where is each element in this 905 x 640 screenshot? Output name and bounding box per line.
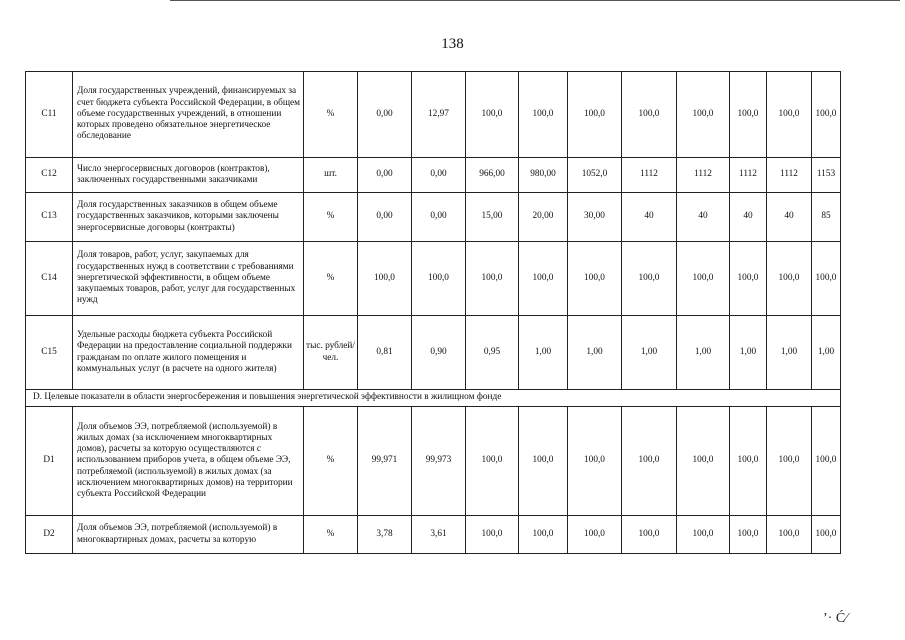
value-cell: 1,00 <box>622 316 677 390</box>
indicator-description: Доля государственных заказчиков в общем объеме государственных заказчиков, которыми заключены энергосервисные договоры (контракты) <box>73 193 304 242</box>
value-cell: 99,973 <box>412 407 466 516</box>
value-cell: 1112 <box>677 158 730 193</box>
value-cell: 0,00 <box>358 72 412 158</box>
value-cell: 100,0 <box>466 72 519 158</box>
value-cell: 3,78 <box>358 516 412 554</box>
value-cell: 100,0 <box>466 516 519 554</box>
value-cell: 12,97 <box>412 72 466 158</box>
value-cell: 100,0 <box>358 242 412 316</box>
value-cell: 40 <box>677 193 730 242</box>
value-cell: 85 <box>812 193 841 242</box>
indicator-code: C12 <box>26 158 73 193</box>
value-cell: 0,00 <box>358 158 412 193</box>
value-cell: 0,95 <box>466 316 519 390</box>
value-cell: 1,00 <box>730 316 767 390</box>
value-cell: 100,0 <box>622 72 677 158</box>
table-body <box>26 72 841 554</box>
value-cell: 1,00 <box>767 316 812 390</box>
table-row <box>26 193 841 242</box>
value-cell: 100,0 <box>466 242 519 316</box>
value-cell: 40 <box>767 193 812 242</box>
indicator-description: Доля объемов ЭЭ, потребляемой (используемой) в жилых домах (за исключением многоквартирных домов), расчеты за которую осуществляются с использованием приборов учета, в общем объеме ЭЭ, потребляемой (используемой) в жилых домах (за исключением многоквартирных домов) на территории субъекта Российской Федерации <box>73 407 304 516</box>
value-cell: 1,00 <box>519 316 568 390</box>
table-row <box>26 158 841 193</box>
value-cell: 20,00 <box>519 193 568 242</box>
value-cell: 30,00 <box>568 193 622 242</box>
value-cell: 100,0 <box>568 407 622 516</box>
value-cell: 100,0 <box>812 516 841 554</box>
indicator-description: Доля государственных учреждений, финансируемых за счет бюджета субъекта Российской Федерации, в общем объеме государственных учреждений, в отношении которых проведено обязательное энергетическое обследование <box>73 72 304 158</box>
value-cell: 100,0 <box>730 72 767 158</box>
indicator-code: C11 <box>26 72 73 158</box>
unit-cell: % <box>304 516 358 554</box>
value-cell: 0,81 <box>358 316 412 390</box>
value-cell: 0,00 <box>412 193 466 242</box>
value-cell: 40 <box>622 193 677 242</box>
value-cell: 100,0 <box>519 72 568 158</box>
value-cell: 100,0 <box>622 407 677 516</box>
value-cell: 980,00 <box>519 158 568 193</box>
indicator-code: C15 <box>26 316 73 390</box>
indicator-code: C13 <box>26 193 73 242</box>
value-cell: 1,00 <box>677 316 730 390</box>
indicators-table <box>25 71 841 554</box>
section-heading: D. Целевые показатели в области энергосбережения и повышения энергетической эффективности в жилищном фонде <box>26 390 841 407</box>
margin-marks: ’· Ć⁄ <box>823 611 848 626</box>
value-cell: 1052,0 <box>568 158 622 193</box>
value-cell: 1,00 <box>812 316 841 390</box>
value-cell: 1,00 <box>568 316 622 390</box>
page-number: 138 <box>441 36 464 52</box>
indicator-description: Доля товаров, работ, услуг, закупаемых для государственных нужд в соответствии с требованиями энергетической эффективности, в общем объеме закупаемых товаров, работ, услуг для государственных нужд <box>73 242 304 316</box>
value-cell: 966,00 <box>466 158 519 193</box>
indicator-code: C14 <box>26 242 73 316</box>
value-cell: 99,971 <box>358 407 412 516</box>
value-cell: 100,0 <box>519 516 568 554</box>
value-cell: 100,0 <box>767 407 812 516</box>
value-cell: 100,0 <box>568 516 622 554</box>
table-row <box>26 242 841 316</box>
value-cell: 100,0 <box>767 516 812 554</box>
table-row <box>26 72 841 158</box>
value-cell: 1112 <box>730 158 767 193</box>
value-cell: 100,0 <box>812 72 841 158</box>
value-cell: 100,0 <box>677 516 730 554</box>
value-cell: 40 <box>730 193 767 242</box>
value-cell: 100,0 <box>677 72 730 158</box>
value-cell: 100,0 <box>568 72 622 158</box>
value-cell: 100,0 <box>466 407 519 516</box>
value-cell: 100,0 <box>767 72 812 158</box>
value-cell: 0,00 <box>358 193 412 242</box>
value-cell: 100,0 <box>812 242 841 316</box>
value-cell: 1112 <box>622 158 677 193</box>
unit-cell: % <box>304 72 358 158</box>
value-cell: 100,0 <box>622 242 677 316</box>
indicator-description: Удельные расходы бюджета субъекта Российской Федерации на предоставление социальной поддержки гражданам по оплате жилого помещения и коммунальных услуг (в расчете на одного жителя) <box>73 316 304 390</box>
value-cell: 100,0 <box>568 242 622 316</box>
indicator-code: D2 <box>26 516 73 554</box>
unit-cell: % <box>304 193 358 242</box>
value-cell: 100,0 <box>622 516 677 554</box>
value-cell: 0,90 <box>412 316 466 390</box>
indicator-code: D1 <box>26 407 73 516</box>
table-row <box>26 407 841 516</box>
value-cell: 100,0 <box>730 407 767 516</box>
value-cell: 100,0 <box>730 516 767 554</box>
table-row <box>26 516 841 554</box>
scan-top-rule <box>170 0 900 1</box>
value-cell: 100,0 <box>519 407 568 516</box>
indicator-description: Число энергосервисных договоров (контрактов), заключенных государственными заказчиками <box>73 158 304 193</box>
table-row <box>26 316 841 390</box>
value-cell: 100,0 <box>519 242 568 316</box>
value-cell: 0,00 <box>412 158 466 193</box>
value-cell: 100,0 <box>730 242 767 316</box>
value-cell: 100,0 <box>812 407 841 516</box>
section-row <box>26 390 841 407</box>
value-cell: 100,0 <box>677 407 730 516</box>
value-cell: 15,00 <box>466 193 519 242</box>
unit-cell: % <box>304 407 358 516</box>
value-cell: 100,0 <box>677 242 730 316</box>
value-cell: 100,0 <box>412 242 466 316</box>
unit-cell: % <box>304 242 358 316</box>
value-cell: 1153 <box>812 158 841 193</box>
value-cell: 3,61 <box>412 516 466 554</box>
indicator-description: Доля объемов ЭЭ, потребляемой (используемой) в многоквартирных домах, расчеты за которую <box>73 516 304 554</box>
unit-cell: шт. <box>304 158 358 193</box>
value-cell: 100,0 <box>767 242 812 316</box>
unit-cell: тыс. рублей/ чел. <box>304 316 358 390</box>
value-cell: 1112 <box>767 158 812 193</box>
